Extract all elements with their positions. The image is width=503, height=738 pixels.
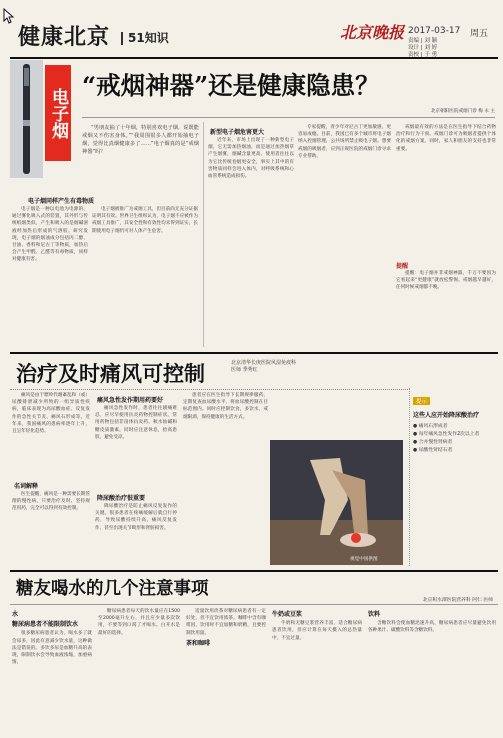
article1-intro: “男朋友抽了十年烟，特别喜欢电子烟，说既能戒烟又不伤害身体。”“我周围很多人都开始抽电子烟，觉得比真烟健康多了……”电子烟真的是“戒烟神器”吗？ <box>82 125 199 155</box>
article1-bottom-rule <box>10 352 498 354</box>
section-title: 健康北京 <box>18 24 111 50</box>
article2-col2: 痛风急性发作时，患者往往剧痛难忍，应尽早使用抗炎药物控制症状。常用药物包括非甾体抗炎药、秋水仙碱和糖皮质激素。同时应注意休息，抬高患肢，避免受凉。 <box>95 406 177 440</box>
sidebar-item: ● 每年痛风急性发作2次以上者 <box>413 432 480 437</box>
article3-headline: 糖友喝水的几个注意事项 <box>16 579 209 599</box>
article3-colD: 牛奶或豆浆 牛奶和无糖豆浆营养丰富，适合糖尿病患者饮用，但应计算在每天摄入的总热量中，不宜过量。 <box>272 611 362 641</box>
article1-col1: 电子烟是一种以电池为电源的、通过雾化吸入式的装置，其外形与传统纸烟类似，产生和吸入的是烟碱溶液经加热后形成的气溶胶。研究发现，电子烟的烟油成分包括丙二醇、甘油、香料和尼古丁等物质，加热后会产生甲醛、乙醛等有毒物质，同样对健康有害。 <box>12 207 88 263</box>
sidebar-list <box>413 423 497 455</box>
sidebar-item: ● 尿酸性肾结石者 <box>413 448 453 453</box>
article1-sub2: 新型电子烟危害更大 <box>210 129 265 136</box>
nav-arrow-icon <box>3 8 17 24</box>
article1-byline: 北京朝阳医院戒烟门诊 梅 永 主 <box>430 109 495 114</box>
article1-col5: 戒烟最有效的方法是在医生指导下结合药物治疗和行为干预。戒烟门诊可为吸烟者提供个体化的戒烟方案，同时，家人和朋友的支持也非常重要。 <box>396 125 496 152</box>
article2-col1: 痛风是由于嘌呤代谢紊乱和（或）尿酸排泄减少所致的一组异质性疾病，临床表现为高尿酸血症、反复发作的急性关节炎、痛风石形成等。近年来，我国痛风的患病率逐年上升，且呈年轻化趋势。 <box>12 393 90 435</box>
sidebar-title: 这些人应开始降尿酸治疗 <box>413 412 480 419</box>
article2-col4: 患者应在医生指导下长期规律服药，定期复查血尿酸水平，将血尿酸控制在目标范围内。同时应控制饮食，多饮水，戒烟限酒，保持健康的生活方式。 <box>183 393 268 420</box>
article1-sub3: 提醒 <box>396 263 409 270</box>
issue-weekday: 周五 <box>470 29 489 39</box>
sidebar-tag: 提示 <box>413 397 430 405</box>
article3-colC: 适量饮用淡茶对糖尿病患者有一定好处，但不宜饮用浓茶。咖啡中含有咖啡因，饮用时不宜加糖和奶精，且要控制饮用量。 茶和咖啡 <box>186 609 266 647</box>
article2-bottom-rule <box>10 570 498 572</box>
article2-byline: 北京清华长庚医院风湿免疫科 医师 季秀红 <box>231 360 297 373</box>
article2-sub3: 名词解释 <box>14 483 39 490</box>
editor-credits: 责编 | 刘 颖 设计 | 刘 婷 责校 | 于 勇 <box>408 38 438 58</box>
e-cigarette-photo <box>10 60 43 178</box>
paper-logo: 北京晚报 <box>340 23 405 42</box>
sidebar-item: ● 痛风石形成者 <box>413 424 448 429</box>
article2-col3: 降尿酸治疗是防止痛风反复发作的关键。很多患者在疼痛缓解后就自行停药，导致尿酸持续升高，痛风反复发作，甚至出现关节畸形和肾脏损害。 <box>95 504 177 531</box>
article3-colE: 饮料 含糖饮料会使血糖迅速升高，糖尿病患者应尽量避免饮用各种果汁、碳酸饮料等含糖饮料。 <box>368 611 496 634</box>
article1-col6: 提醒：电子烟并非戒烟神器，千万不要因为它看起来“更健康”就放松警惕。戒烟越早越好，任何时候戒烟都不晚。 <box>396 271 496 291</box>
article1-col3: 近年来，市场上出现了一种新型电子烟，它无需加热烟油，而是通过加热烟草产生烟雾，烟碱含量更高。使用者往往以为它比传统卷烟更安全，事实上其中的有害物质同样会进入体内，对呼吸系统和心血管系统造成损伤。 <box>208 138 294 180</box>
article2-headline: 治疗及时痛风可控制 <box>16 361 205 386</box>
gout-photo-caption: 视觉中国供图 <box>350 557 378 562</box>
page-label: 51知识 <box>121 32 169 45</box>
sidebar-item: ● 合并慢性肾病者 <box>413 440 453 445</box>
masthead-rule <box>10 57 498 59</box>
article1-headline-rule <box>82 117 495 118</box>
issue-date: 2017-03-17 <box>408 26 461 36</box>
article3-colB: 糖尿病患者每天的饮水量应在1500至2000毫升左右，并且应少量多次饮用，不要等到口渴了才喝水。白开水是最好的选择。 <box>98 609 180 636</box>
article1-headline: “戒烟神器”还是健康隐患？ <box>82 71 380 100</box>
ecig-side-label: 电子烟 <box>45 65 71 161</box>
article3-byline: 北京积水潭医院营养科 阿仁 医师 <box>422 598 493 603</box>
gout-photo <box>270 440 403 565</box>
article1-sub1: 电子烟同样产生有毒物质 <box>28 198 95 205</box>
article3-colA: 水 糖尿病患者不能限制饮水 很多糖尿病患者认为，喝水多了就会尿多，因此有意减少饮水量，这种做法是错误的。多饮多尿是血糖升高的表现，限制饮水会导致血液浓缩，加重病情。 <box>12 611 92 666</box>
article2-sub2: 降尿酸治疗很重要 <box>97 495 146 502</box>
article2-sub1: 痛风急性发作期用药要好 <box>97 397 164 404</box>
article1-col2: 电子烟被推广为戒烟工具，但目前尚无充分证据证明其有效。世界卫生组织认为，电子烟不应被作为戒烟工具推广，其安全性和有效性均未得到证实，长期使用电子烟仍可对人体产生危害。 <box>92 207 198 234</box>
sidebar-box <box>413 388 497 566</box>
article2-col5: 医生提醒，痛风是一种需要长期管理的慢性病，只要治疗及时、坚持规范用药，完全可以得到有效控制。 <box>12 492 90 512</box>
article1-col4: 专家提醒，青少年对尼古丁更加敏感，更容易成瘾。目前，我国已有多个城市将电子烟纳入控烟管理，公共场所禁止吸电子烟。想要戒烟的吸烟者，应到正规医院的戒烟门诊寻求专业帮助。 <box>298 125 391 159</box>
